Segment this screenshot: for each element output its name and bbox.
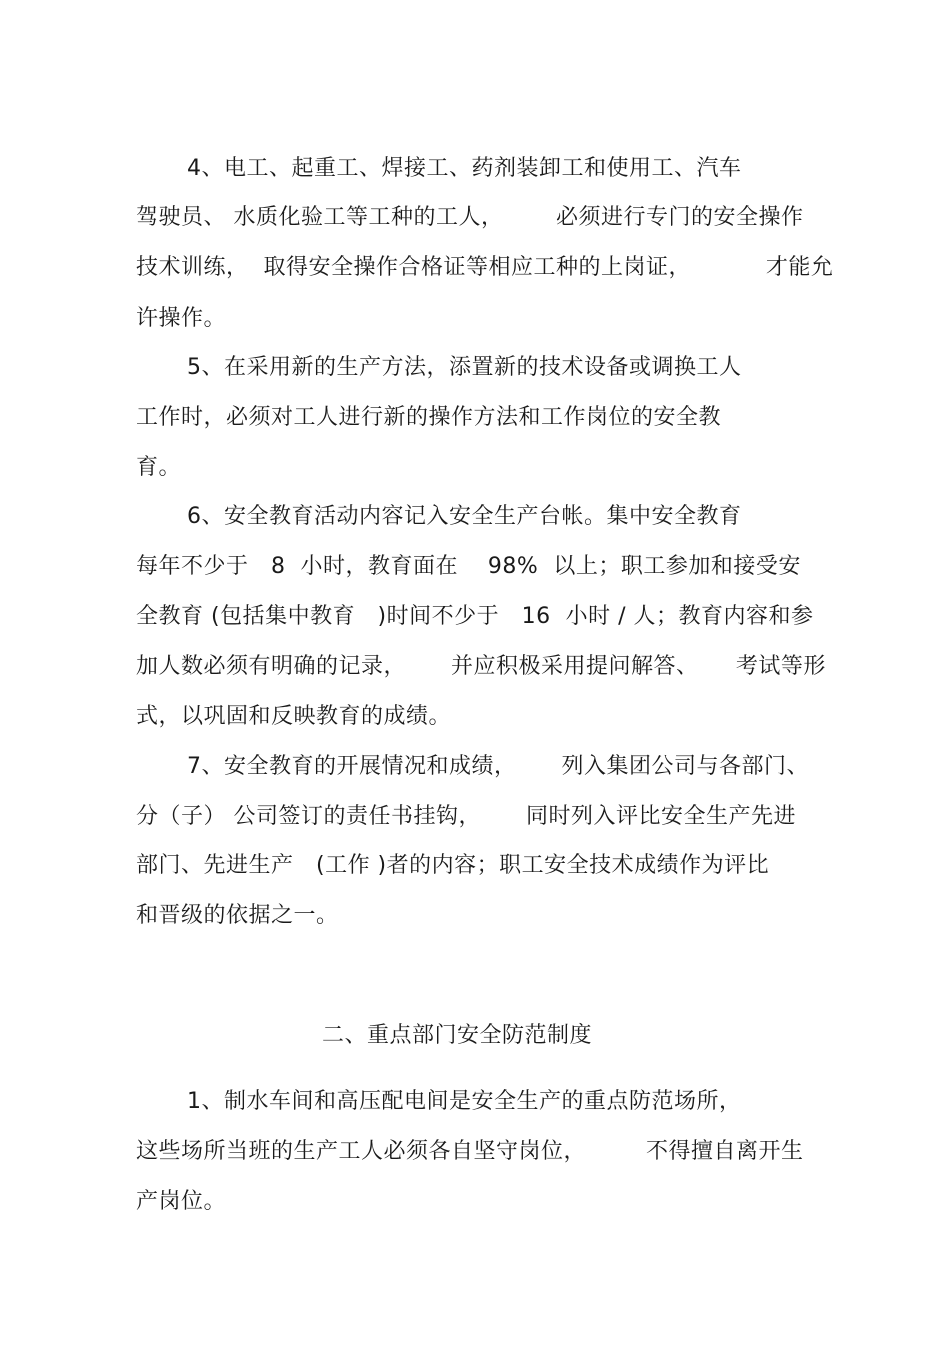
- text-line: 每年不少于 8 小时，教育面在 98% 以上；职工参加和接受安: [136, 554, 801, 579]
- text-line: 驾驶员、 水质化验工等工种的工人， 必须进行专门的安全操作: [136, 205, 804, 230]
- text-line: 全教育 (包括集中教育 )时间不少于 16 小时 / 人；教育内容和参: [136, 604, 814, 629]
- text-line: 4、电工、起重工、焊接工、药剂装卸工和使用工、汽车: [187, 156, 742, 181]
- text-line: 7、安全教育的开展情况和成绩， 列入集团公司与各部门、: [187, 754, 809, 779]
- text-line: 部门、先进生产 (工作 )者的内容；职工安全技术成绩作为评比: [136, 853, 770, 878]
- text-line: 育。: [136, 455, 182, 480]
- text-line: 工作时，必须对工人进行新的操作方法和工作岗位的安全教: [136, 405, 722, 430]
- text-line: 分（子） 公司签订的责任书挂钩， 同时列入评比安全生产先进: [136, 804, 796, 829]
- text-line: 式，以巩固和反映教育的成绩。: [136, 704, 452, 729]
- text-line: 技术训练， 取得安全操作合格证等相应工种的上岗证， 才能允: [136, 255, 834, 280]
- text-line: 5、在采用新的生产方法，添置新的技术设备或调换工人: [187, 355, 742, 380]
- text-line: 这些场所当班的生产工人必须各自坚守岗位， 不得擅自离开生: [136, 1139, 804, 1164]
- section-heading: 二、重点部门安全防范制度: [322, 1023, 593, 1048]
- text-line: 许操作。: [136, 306, 227, 331]
- text-line: 6、安全教育活动内容记入安全生产台帐。集中安全教育: [187, 504, 742, 529]
- text-line: 加人数必须有明确的记录， 并应积极采用提问解答、 考试等形: [136, 654, 826, 679]
- text-line: 1、制水车间和高压配电间是安全生产的重点防范场所，: [187, 1089, 742, 1114]
- text-line: 和晋级的依据之一。: [136, 903, 339, 928]
- text-line: 产岗位。: [136, 1189, 227, 1214]
